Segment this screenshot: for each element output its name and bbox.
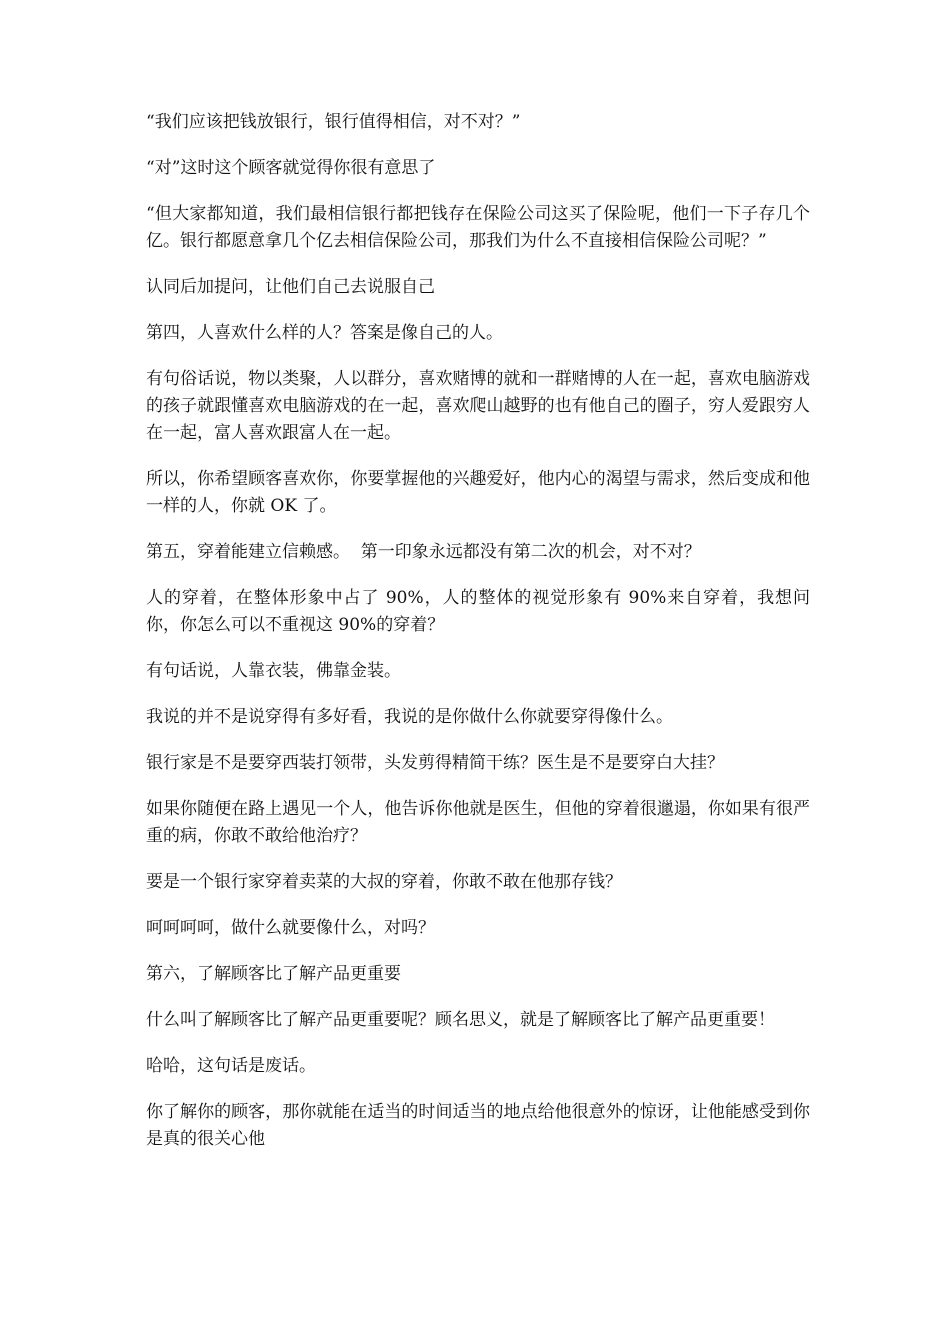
document-body	[146, 109, 810, 1172]
section-heading: 第五，穿着能建立信赖感。 第一印象永远都没有第二次的机会，对不对？	[146, 542, 701, 562]
paragraph: 什么叫了解顾客比了解产品更重要呢？顾名思义，就是了解顾客比了解产品更重要！	[146, 1010, 775, 1030]
paragraph: 人的穿着，在整体形象中占了 90%，人的整体的视觉形象有 90%来自穿着，我想问你，你怎么可以不重视这 90%的穿着？	[146, 588, 810, 635]
section-heading: 第六，了解顾客比了解产品更重要	[146, 964, 401, 984]
paragraph: 所以，你希望顾客喜欢你，你要掌握他的兴趣爱好，他内心的渴望与需求，然后变成和他一样的人，你就 OK 了。	[146, 469, 810, 516]
paragraph: 认同后加提问，让他们自己去说服自己	[146, 277, 435, 297]
paragraph: “但大家都知道，我们最相信银行都把钱存在保险公司这买了保险呢，他们一下子存几个亿。银行都愿意拿几个亿去相信保险公司，那我们为什么不直接相信保险公司呢？”	[146, 204, 810, 251]
paragraph: “我们应该把钱放银行，银行值得相信，对不对？”	[146, 112, 521, 132]
paragraph: 有句俗话说，物以类聚，人以群分，喜欢赌博的就和一群赌博的人在一起，喜欢电脑游戏的孩子就跟懂喜欢电脑游戏的在一起，喜欢爬山越野的也有他自己的圈子，穷人爱跟穷人在一起，富人喜欢跟富人在一起。	[146, 369, 810, 443]
paragraph: 有句话说，人靠衣装，佛靠金装。	[146, 661, 401, 681]
section-heading: 第四，人喜欢什么样的人？答案是像自己的人。	[146, 323, 503, 343]
paragraph: 哈哈，这句话是废话。	[146, 1056, 316, 1076]
paragraph: 银行家是不是要穿西装打领带，头发剪得精简干练？医生是不是要穿白大挂？	[146, 753, 724, 773]
paragraph: 如果你随便在路上遇见一个人，他告诉你他就是医生，但他的穿着很邋遢，你如果有很严重的病，你敢不敢给他治疗？	[146, 799, 810, 846]
paragraph: 要是一个银行家穿着卖菜的大叔的穿着，你敢不敢在他那存钱？	[146, 872, 622, 892]
paragraph: 你了解你的顾客，那你就能在适当的时间适当的地点给他很意外的惊讶，让他能感受到你是真的很关心他	[146, 1102, 810, 1149]
paragraph: 我说的并不是说穿得有多好看，我说的是你做什么你就要穿得像什么。	[146, 707, 673, 727]
paragraph: 呵呵呵呵，做什么就要像什么，对吗？	[146, 918, 435, 938]
paragraph: “对”这时这个顾客就觉得你很有意思了	[146, 158, 436, 178]
